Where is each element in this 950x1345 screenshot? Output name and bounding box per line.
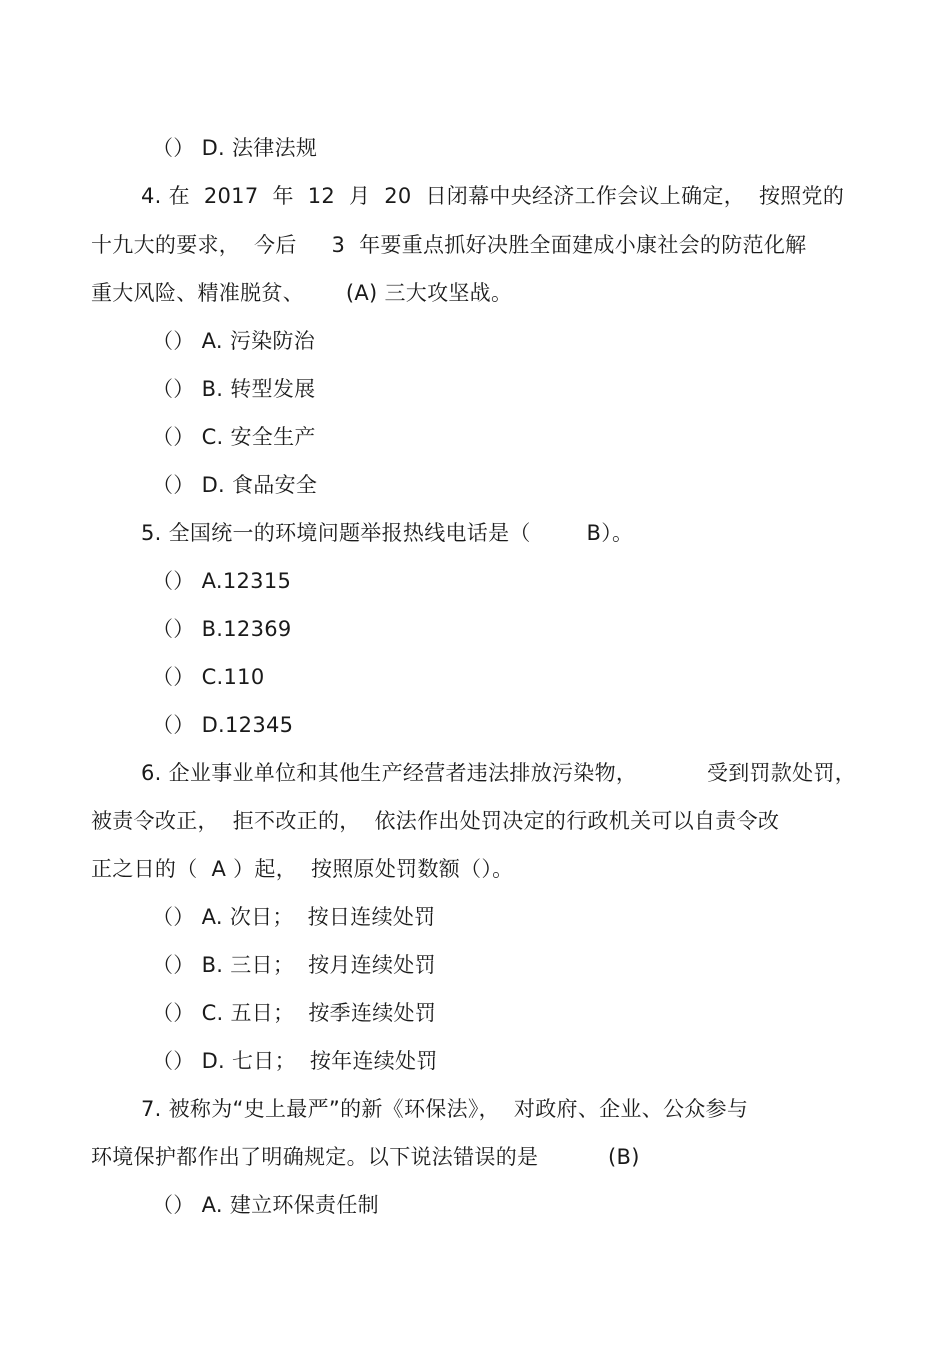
question-5-line-1: 5. 全国统一的环境问题举报热线电话是（ B）。 (141, 521, 634, 545)
option-line-q4-c: （） C. 安全生产 (152, 425, 316, 449)
option-line-q7-a: （） A. 建立环保责任制 (152, 1193, 379, 1217)
option-line-q5-b: （） B.12369 (152, 617, 292, 641)
question-4-line-1: 4. 在 2017 年 12 月 20 日闭幕中央经济工作会议上确定， 按照党的 (141, 184, 845, 208)
question-7-line-2: 环境保护都作出了明确规定。以下说法错误的是 (B) (91, 1145, 640, 1169)
option-line-q6-d: （） D. 七日； 按年连续处罚 (152, 1049, 438, 1073)
option-line-q4-a: （） A. 污染防治 (152, 329, 316, 353)
question-6-line-2: 被责令改正， 拒不改正的， 依法作出处罚决定的行政机关可以自责令改 (91, 809, 780, 833)
option-line-q6-c: （） C. 五日； 按季连续处罚 (152, 1001, 437, 1025)
question-7-line-1: 7. 被称为“史上最严”的新《环保法》， 对政府、企业、公众参与 (141, 1097, 749, 1121)
option-line-q3-d: （） D. 法律法规 (152, 136, 318, 160)
option-line-q5-a: （） A.12315 (152, 569, 292, 593)
question-4-line-3: 重大风险、精准脱贫、 (A) 三大攻坚战。 (91, 281, 513, 305)
question-6-line-3: 正之日的（ A ）起， 按照原处罚数额（）。 (91, 857, 514, 881)
question-4-line-2: 十九大的要求， 今后 3 年要重点抓好决胜全面建成小康社会的防范化解 (91, 233, 807, 257)
option-line-q6-b: （） B. 三日； 按月连续处罚 (152, 953, 436, 977)
option-line-q4-b: （） B. 转型发展 (152, 377, 316, 401)
option-line-q5-d: （） D.12345 (152, 713, 294, 737)
option-line-q6-a: （） A. 次日； 按日连续处罚 (152, 905, 436, 929)
option-line-q4-d: （） D. 食品安全 (152, 473, 318, 497)
question-6-line-1: 6. 企业事业单位和其他生产经营者违法排放污染物， 受到罚款处罚， (141, 761, 857, 785)
option-line-q5-c: （） C.110 (152, 665, 265, 689)
